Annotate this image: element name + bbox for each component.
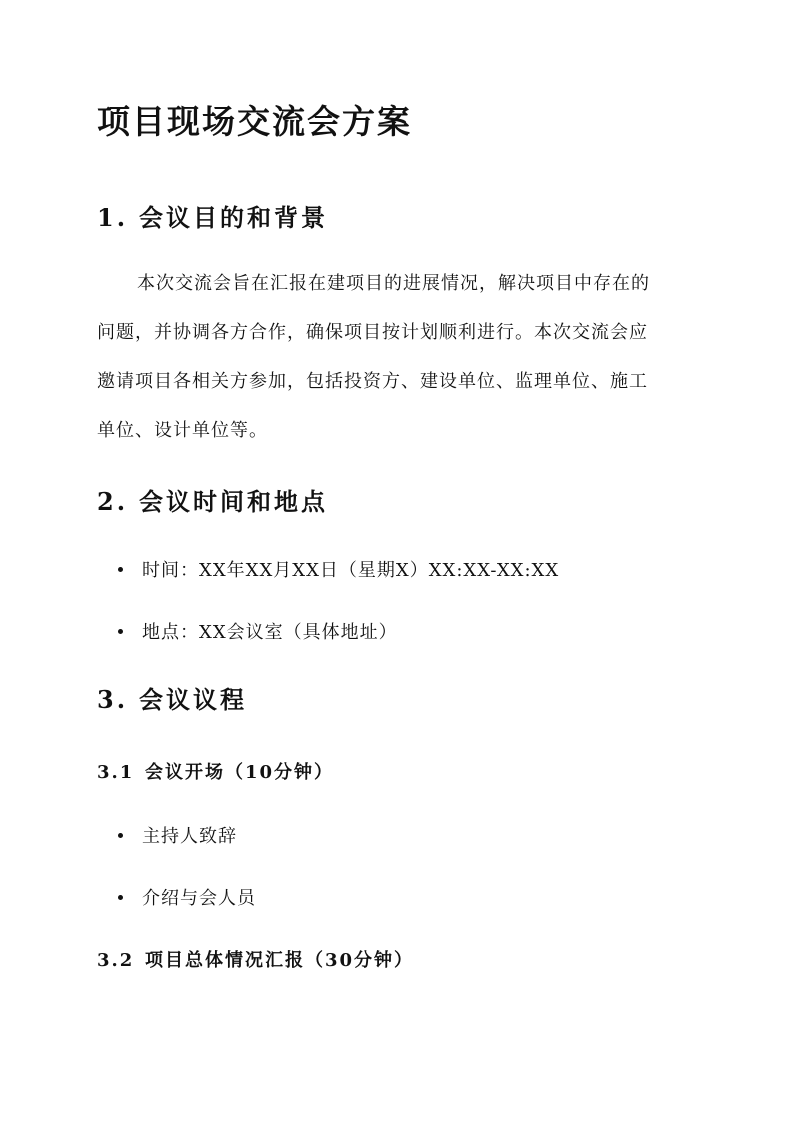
- subsection-heading-3-1: [97, 758, 334, 784]
- bullet-icon: [118, 567, 123, 572]
- list-item-location: [118, 618, 398, 644]
- section-heading-1: [97, 198, 328, 233]
- list-item-introduce-attendees: [118, 884, 256, 910]
- section-heading-2: [97, 482, 328, 517]
- section-1-paragraph: [97, 259, 703, 455]
- section-title: 会议议程: [139, 685, 247, 714]
- bullet-icon: [118, 833, 123, 838]
- section-heading-3: [97, 680, 247, 715]
- section-number: 3.: [97, 685, 129, 714]
- paragraph-line: 问题，并协调各方合作，确保项目按计划顺利进行。本次交流会应: [97, 322, 648, 343]
- list-item-host-speech: [118, 822, 237, 848]
- subsection-title: 会议开场（10分钟）: [145, 762, 335, 783]
- list-item-time: [118, 556, 559, 582]
- subsection-title: 项目总体情况汇报（30分钟）: [145, 950, 415, 971]
- section-number: 2.: [97, 487, 129, 516]
- section-number: 1.: [97, 203, 129, 232]
- list-item-text: 主持人致辞: [142, 826, 237, 847]
- section-title: 会议时间和地点: [139, 487, 328, 516]
- subsection-number: 3.1: [97, 762, 135, 783]
- bullet-icon: [118, 629, 123, 634]
- subsection-number: 3.2: [97, 950, 135, 971]
- subsection-heading-3-2: [97, 946, 414, 972]
- list-item-text: 地点：XX会议室（具体地址）: [142, 622, 398, 643]
- document-title: 项目现场交流会方案: [97, 102, 412, 141]
- list-item-text: 介绍与会人员: [142, 888, 256, 909]
- paragraph-line: 本次交流会旨在汇报在建项目的进展情况，解决项目中存在的: [137, 273, 650, 294]
- section-title: 会议目的和背景: [139, 203, 328, 232]
- paragraph-line: 邀请项目各相关方参加，包括投资方、建设单位、监理单位、施工: [97, 371, 648, 392]
- list-item-text: 时间：XX年XX月XX日（星期X）XX:XX-XX:XX: [142, 560, 560, 581]
- bullet-icon: [118, 895, 123, 900]
- paragraph-line: 单位、设计单位等。: [97, 420, 268, 441]
